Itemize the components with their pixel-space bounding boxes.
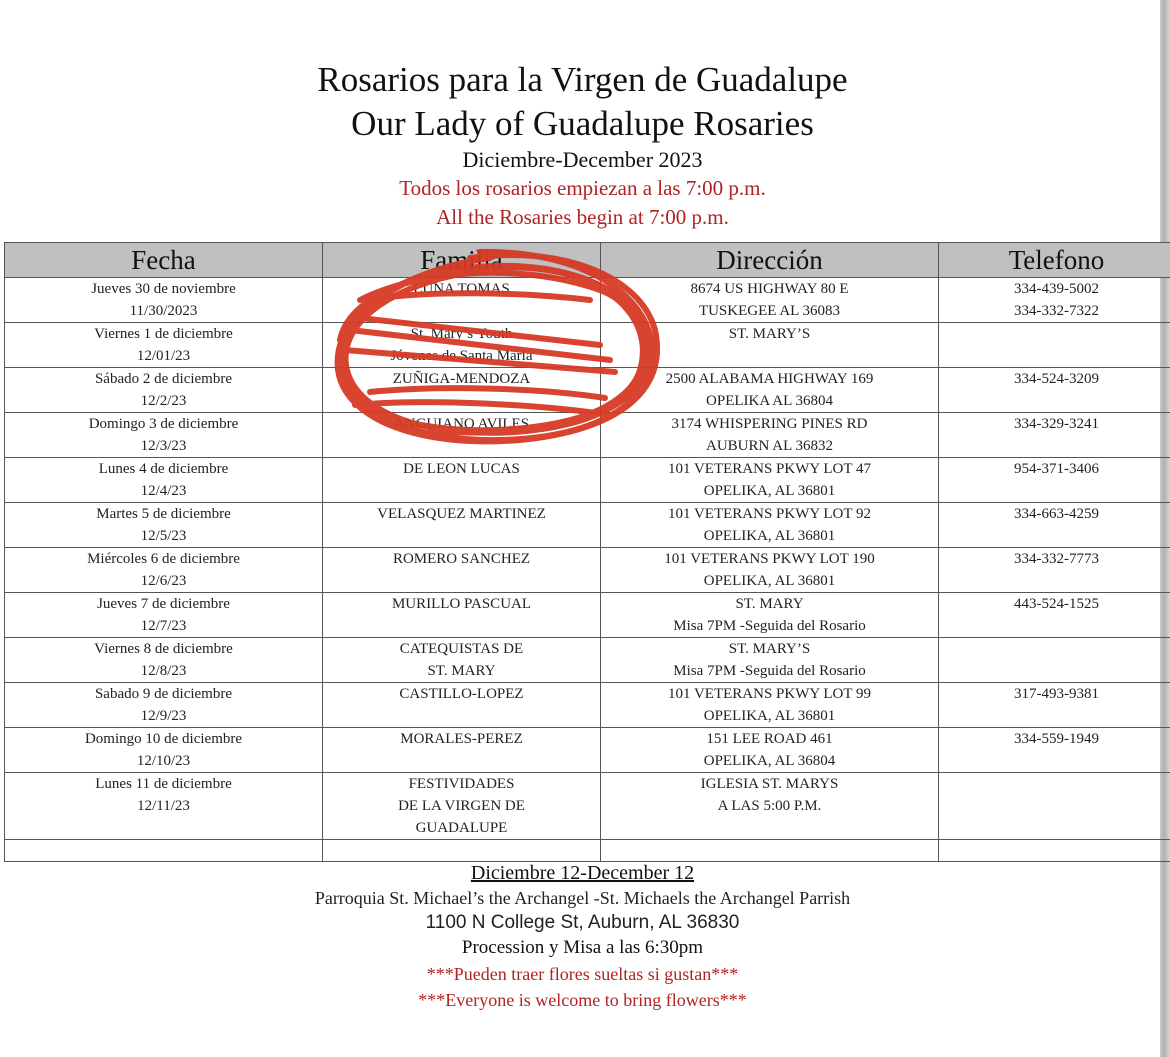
- family-cell: [323, 840, 601, 862]
- phone-cell-line: 954-371-3406: [1014, 461, 1099, 477]
- table-row: [5, 683, 1170, 728]
- date-cell: [5, 278, 323, 323]
- date-cell-line: Sábado 2 de diciembre: [94, 371, 233, 387]
- family-cell-line: DE LA VIRGEN DE: [398, 798, 525, 814]
- phone-cell-line: 334-559-1949: [1014, 731, 1099, 747]
- footer-parish: Parroquia St. Michael’s the Archangel -St. Michaels the Archangel Parrish: [314, 888, 851, 908]
- address-cell-line: 2500 ALABAMA HIGHWAY 169: [665, 371, 874, 387]
- table-row: [5, 728, 1170, 773]
- address-cell-line: OPELIKA, AL 36801: [703, 708, 836, 724]
- date-cell: [5, 728, 323, 773]
- date-cell-line: Jueves 30 de noviembre: [91, 281, 236, 297]
- table-header-row: [5, 243, 1170, 278]
- family-cell-line: MURILLO PASCUAL: [391, 596, 532, 612]
- table-row: [5, 638, 1170, 683]
- address-cell-line: 3174 WHISPERING PINES RD: [671, 416, 868, 432]
- date-cell-line: 12/01/23: [136, 348, 191, 364]
- footer-flowers-en: ***Everyone is welcome to bring flowers***: [418, 990, 747, 1010]
- address-cell-line: OPELIKA, AL 36801: [703, 528, 836, 544]
- address-cell-line: 8674 US HIGHWAY 80 E: [690, 281, 849, 297]
- phone-cell-line: 334-329-3241: [1014, 416, 1099, 432]
- address-cell-line: OPELIKA, AL 36804: [703, 753, 836, 769]
- date-cell: [5, 458, 323, 503]
- date-cell-line: 12/11/23: [137, 798, 190, 814]
- date-cell-line: Martes 5 de diciembre: [96, 506, 231, 522]
- family-cell-line: LUNA TOMAS: [413, 281, 510, 297]
- address-cell: [601, 638, 939, 683]
- month-title: Diciembre-December 2023: [462, 147, 703, 172]
- date-cell-line: Viernes 8 de diciembre: [94, 641, 233, 657]
- family-cell-line: GUADALUPE: [415, 820, 508, 836]
- address-cell-line: A LAS 5:00 P.M.: [717, 798, 822, 814]
- family-cell-line: CATEQUISTAS DE: [399, 641, 524, 657]
- table-row: [5, 413, 1170, 458]
- address-cell-line: OPELIKA AL 36804: [706, 393, 833, 409]
- address-cell: [601, 593, 939, 638]
- family-cell: [323, 458, 601, 503]
- family-cell: [323, 773, 601, 840]
- address-cell: [601, 458, 939, 503]
- title-spanish: Rosarios para la Virgen de Guadalupe: [317, 60, 848, 99]
- table-body: [5, 278, 1170, 862]
- phone-cell-line: 334-663-4259: [1014, 506, 1099, 522]
- column-header-telefono: Telefono: [939, 243, 1170, 278]
- date-cell: [5, 683, 323, 728]
- date-cell-line: 12/7/23: [140, 618, 187, 634]
- address-cell-line: 101 VETERANS PKWY LOT 47: [667, 461, 872, 477]
- family-cell-line: ROMERO SANCHEZ: [392, 551, 531, 567]
- address-cell: [601, 683, 939, 728]
- table-row: [5, 368, 1170, 413]
- phone-cell-line: 334-439-5002: [1014, 281, 1099, 297]
- start-time-note-en: All the Rosaries begin at 7:00 p.m.: [436, 205, 729, 229]
- column-header-familia: Familia: [323, 243, 601, 278]
- date-cell: [5, 503, 323, 548]
- family-cell: [323, 368, 601, 413]
- family-cell-line: FESTIVIDADES: [408, 776, 515, 792]
- date-cell-line: Lunes 11 de diciembre: [95, 776, 232, 792]
- address-cell-line: Misa 7PM -Seguida del Rosario: [673, 663, 866, 679]
- date-cell-line: 12/9/23: [140, 708, 187, 724]
- address-cell-line: OPELIKA, AL 36801: [703, 483, 836, 499]
- phone-cell-line: 317-493-9381: [1014, 686, 1099, 702]
- phone-cell: [939, 840, 1170, 862]
- date-cell-line: 12/2/23: [140, 393, 187, 409]
- document-footer: [0, 861, 1165, 1013]
- address-cell: [601, 368, 939, 413]
- address-cell-line: 151 LEE ROAD 461: [706, 731, 833, 747]
- date-cell-line: Miércoles 6 de diciembre: [87, 551, 240, 567]
- phone-cell-line: 334-332-7322: [1014, 303, 1099, 319]
- phone-cell: [939, 413, 1170, 458]
- table-row: [5, 840, 1170, 862]
- phone-cell-line: 443-524-1525: [1014, 596, 1099, 612]
- address-cell-line: Misa 7PM -Seguida del Rosario: [673, 618, 866, 634]
- family-cell-line: MORALES-PEREZ: [400, 731, 523, 747]
- date-cell-line: 12/8/23: [140, 663, 187, 679]
- family-cell: [323, 548, 601, 593]
- phone-cell: [939, 593, 1170, 638]
- title-english: Our Lady of Guadalupe Rosaries: [351, 104, 814, 143]
- date-cell: [5, 593, 323, 638]
- family-cell-line: ST. MARY: [427, 663, 496, 679]
- address-cell: [601, 840, 939, 862]
- address-cell: [601, 323, 939, 368]
- date-cell: [5, 548, 323, 593]
- phone-cell: [939, 638, 1170, 683]
- date-cell-line: 12/6/23: [140, 573, 187, 589]
- column-header-fecha: Fecha: [5, 243, 323, 278]
- date-cell: [5, 840, 323, 862]
- date-cell-line: 12/4/23: [140, 483, 187, 499]
- date-cell-line: Domingo 10 de diciembre: [84, 731, 243, 747]
- date-cell-line: 11/30/2023: [129, 303, 198, 319]
- address-cell: [601, 548, 939, 593]
- phone-cell: [939, 683, 1170, 728]
- date-cell-line: Sabado 9 de diciembre: [94, 686, 233, 702]
- phone-cell: [939, 548, 1170, 593]
- address-cell: [601, 503, 939, 548]
- family-cell-line: ZUÑIGA-MENDOZA: [392, 371, 531, 387]
- column-header-direccion: Dirección: [601, 243, 939, 278]
- family-cell: [323, 278, 601, 323]
- table-row: [5, 548, 1170, 593]
- table-row: [5, 278, 1170, 323]
- phone-cell-line: 334-332-7773: [1014, 551, 1099, 567]
- phone-cell: [939, 278, 1170, 323]
- footer-date: Diciembre 12-December 12: [470, 862, 695, 884]
- date-cell-line: 12/10/23: [136, 753, 191, 769]
- date-cell: [5, 323, 323, 368]
- address-cell-line: 101 VETERANS PKWY LOT 99: [667, 686, 872, 702]
- phone-cell: [939, 728, 1170, 773]
- phone-cell: [939, 323, 1170, 368]
- family-cell: [323, 323, 601, 368]
- address-cell-line: ST. MARY’S: [728, 641, 811, 657]
- family-cell: [323, 413, 601, 458]
- family-cell-line: ANGUIANO AVILES: [393, 416, 530, 432]
- rosary-schedule-table: [4, 242, 1170, 862]
- address-cell-line: 101 VETERANS PKWY LOT 92: [667, 506, 872, 522]
- address-cell: [601, 728, 939, 773]
- date-cell: [5, 368, 323, 413]
- family-cell: [323, 593, 601, 638]
- address-cell-line: TUSKEGEE AL 36083: [698, 303, 841, 319]
- date-cell-line: Domingo 3 de diciembre: [88, 416, 239, 432]
- family-cell-line: Jóvenes de Santa Maria: [390, 348, 533, 364]
- table-row: [5, 503, 1170, 548]
- address-cell: [601, 413, 939, 458]
- document-header: [0, 58, 1165, 232]
- phone-cell: [939, 773, 1170, 840]
- date-cell: [5, 638, 323, 683]
- address-cell-line: ST. MARY’S: [728, 326, 811, 342]
- phone-cell: [939, 503, 1170, 548]
- address-cell: [601, 278, 939, 323]
- phone-cell-line: 334-524-3209: [1014, 371, 1099, 387]
- table-row: [5, 323, 1170, 368]
- start-time-note-es: Todos los rosarios empiezan a las 7:00 p.m.: [399, 176, 766, 200]
- date-cell: [5, 773, 323, 840]
- date-cell: [5, 413, 323, 458]
- footer-address: 1100 N College St, Auburn, AL 36830: [425, 912, 740, 933]
- footer-procession: Procession y Misa a las 6:30pm: [461, 937, 704, 958]
- family-cell-line: St. Mary’s Youth: [410, 326, 513, 342]
- phone-cell: [939, 458, 1170, 503]
- address-cell-line: OPELIKA, AL 36801: [703, 573, 836, 589]
- table-row: [5, 458, 1170, 503]
- family-cell-line: VELASQUEZ MARTINEZ: [377, 506, 546, 522]
- address-cell-line: AUBURN AL 36832: [706, 438, 833, 454]
- address-cell-line: IGLESIA ST. MARYS: [700, 776, 839, 792]
- table-row: [5, 593, 1170, 638]
- date-cell-line: 12/5/23: [140, 528, 187, 544]
- family-cell: [323, 638, 601, 683]
- address-cell-line: 101 VETERANS PKWY LOT 190: [664, 551, 875, 567]
- family-cell-line: DE LEON LUCAS: [403, 461, 520, 477]
- date-cell-line: 12/3/23: [140, 438, 187, 454]
- family-cell: [323, 728, 601, 773]
- phone-cell: [939, 368, 1170, 413]
- footer-flowers-es: ***Pueden traer flores sueltas si gustan***: [426, 964, 739, 984]
- address-cell-line: ST. MARY: [735, 596, 804, 612]
- date-cell-line: Jueves 7 de diciembre: [97, 596, 230, 612]
- address-cell: [601, 773, 939, 840]
- family-cell-line: CASTILLO-LOPEZ: [399, 686, 524, 702]
- family-cell: [323, 683, 601, 728]
- table-row: [5, 773, 1170, 840]
- date-cell-line: Viernes 1 de diciembre: [94, 326, 233, 342]
- family-cell: [323, 503, 601, 548]
- date-cell-line: Lunes 4 de diciembre: [98, 461, 229, 477]
